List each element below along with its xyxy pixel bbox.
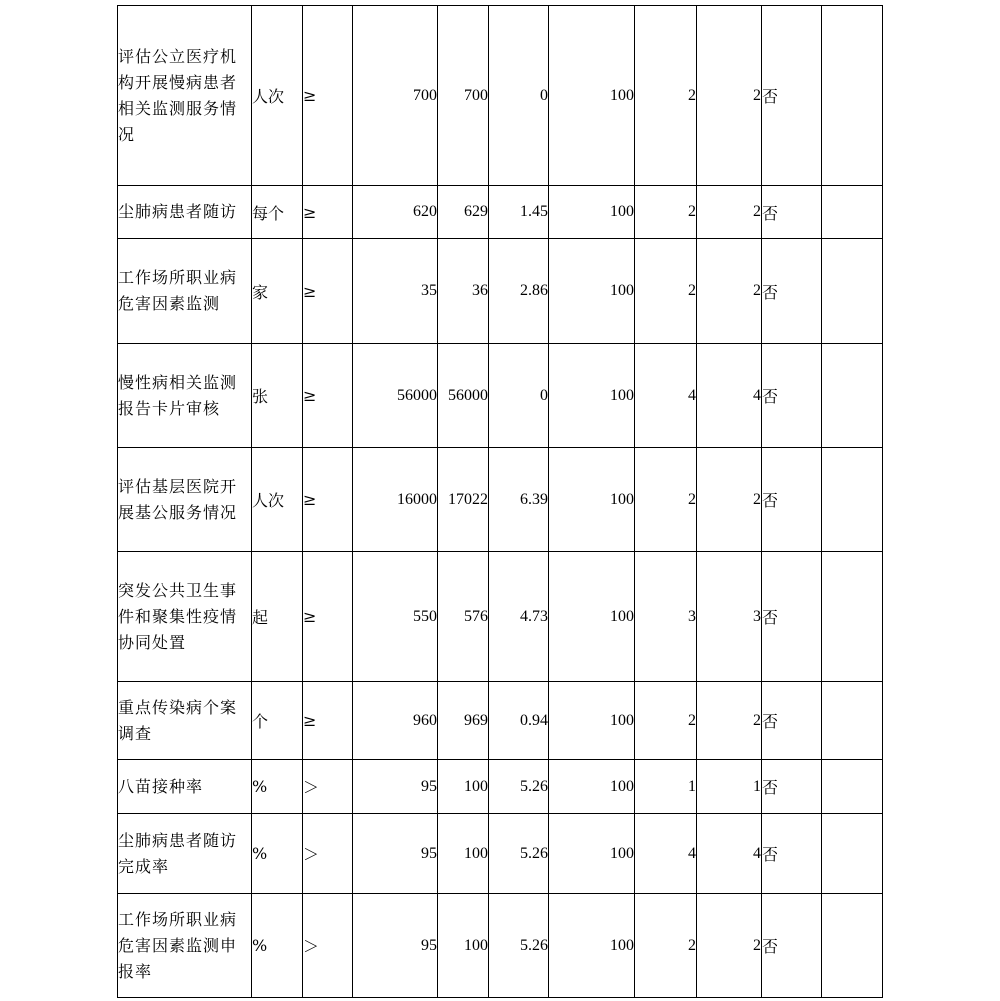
actual-value-cell: 100 [438, 814, 489, 894]
indicator-name-cell: 工作场所职业病危害因素监测 [118, 239, 252, 344]
full-score-cell: 4 [635, 344, 697, 448]
full-score-cell: 2 [635, 239, 697, 344]
score-cell: 1 [697, 760, 762, 814]
full-score-cell: 1 [635, 760, 697, 814]
comparison-operator-cell: ＞ [303, 814, 353, 894]
weight-cell: 100 [549, 448, 635, 552]
actual-value-cell: 700 [438, 6, 489, 186]
score-cell: 2 [697, 894, 762, 998]
actual-value-cell: 576 [438, 552, 489, 682]
table-row [118, 894, 883, 998]
note-cell [822, 894, 883, 998]
table-row [118, 552, 883, 682]
comparison-operator-cell: ≥ [303, 6, 353, 186]
table-row [118, 186, 883, 239]
weight-cell: 100 [549, 344, 635, 448]
score-cell: 3 [697, 552, 762, 682]
target-value-cell: 95 [353, 814, 438, 894]
deviation-rate-cell: 5.26 [489, 814, 549, 894]
unit-cell: 个 [252, 682, 303, 760]
unit-cell: 家 [252, 239, 303, 344]
actual-value-cell: 100 [438, 894, 489, 998]
weight-cell: 100 [549, 760, 635, 814]
deviation-rate-cell: 6.39 [489, 448, 549, 552]
comparison-operator-cell: ≥ [303, 344, 353, 448]
comparison-operator-cell: ≥ [303, 186, 353, 239]
note-cell [822, 682, 883, 760]
actual-value-cell: 56000 [438, 344, 489, 448]
table-row [118, 448, 883, 552]
adjusted-flag-cell: 否 [762, 448, 822, 552]
unit-cell: % [252, 894, 303, 998]
weight-cell: 100 [549, 239, 635, 344]
note-cell [822, 814, 883, 894]
target-value-cell: 95 [353, 894, 438, 998]
table-row [118, 239, 883, 344]
weight-cell: 100 [549, 186, 635, 239]
indicator-name-cell: 尘肺病患者随访完成率 [118, 814, 252, 894]
score-cell: 4 [697, 814, 762, 894]
target-value-cell: 56000 [353, 344, 438, 448]
weight-cell: 100 [549, 894, 635, 998]
table-body [118, 6, 883, 998]
weight-cell: 100 [549, 552, 635, 682]
table-row [118, 344, 883, 448]
table-row [118, 682, 883, 760]
target-value-cell: 95 [353, 760, 438, 814]
indicator-name-cell: 评估基层医院开展基公服务情况 [118, 448, 252, 552]
weight-cell: 100 [549, 682, 635, 760]
indicator-name-cell: 突发公共卫生事件和聚集性疫情协同处置 [118, 552, 252, 682]
deviation-rate-cell: 0 [489, 6, 549, 186]
unit-cell: % [252, 760, 303, 814]
adjusted-flag-cell: 否 [762, 239, 822, 344]
score-cell: 2 [697, 6, 762, 186]
full-score-cell: 2 [635, 682, 697, 760]
deviation-rate-cell: 0.94 [489, 682, 549, 760]
full-score-cell: 2 [635, 894, 697, 998]
target-value-cell: 960 [353, 682, 438, 760]
note-cell [822, 552, 883, 682]
weight-cell: 100 [549, 814, 635, 894]
unit-cell: 张 [252, 344, 303, 448]
adjusted-flag-cell: 否 [762, 814, 822, 894]
comparison-operator-cell: ≥ [303, 682, 353, 760]
score-cell: 2 [697, 682, 762, 760]
note-cell [822, 448, 883, 552]
note-cell [822, 186, 883, 239]
target-value-cell: 700 [353, 6, 438, 186]
adjusted-flag-cell: 否 [762, 760, 822, 814]
deviation-rate-cell: 1.45 [489, 186, 549, 239]
deviation-rate-cell: 0 [489, 344, 549, 448]
score-cell: 4 [697, 344, 762, 448]
comparison-operator-cell: ≥ [303, 552, 353, 682]
comparison-operator-cell: ＞ [303, 760, 353, 814]
unit-cell: 每个 [252, 186, 303, 239]
unit-cell: % [252, 814, 303, 894]
unit-cell: 起 [252, 552, 303, 682]
indicator-name-cell: 重点传染病个案调查 [118, 682, 252, 760]
weight-cell: 100 [549, 6, 635, 186]
actual-value-cell: 629 [438, 186, 489, 239]
target-value-cell: 550 [353, 552, 438, 682]
comparison-operator-cell: ≥ [303, 448, 353, 552]
note-cell [822, 760, 883, 814]
full-score-cell: 2 [635, 6, 697, 186]
table-row [118, 814, 883, 894]
target-value-cell: 35 [353, 239, 438, 344]
indicator-name-cell: 八苗接种率 [118, 760, 252, 814]
table-row [118, 760, 883, 814]
score-cell: 2 [697, 448, 762, 552]
full-score-cell: 4 [635, 814, 697, 894]
indicator-table [117, 5, 883, 998]
actual-value-cell: 17022 [438, 448, 489, 552]
actual-value-cell: 100 [438, 760, 489, 814]
actual-value-cell: 36 [438, 239, 489, 344]
comparison-operator-cell: ＞ [303, 894, 353, 998]
indicator-name-cell: 慢性病相关监测报告卡片审核 [118, 344, 252, 448]
full-score-cell: 2 [635, 448, 697, 552]
adjusted-flag-cell: 否 [762, 186, 822, 239]
deviation-rate-cell: 5.26 [489, 894, 549, 998]
score-cell: 2 [697, 186, 762, 239]
full-score-cell: 3 [635, 552, 697, 682]
indicator-name-cell: 尘肺病患者随访 [118, 186, 252, 239]
adjusted-flag-cell: 否 [762, 894, 822, 998]
adjusted-flag-cell: 否 [762, 6, 822, 186]
actual-value-cell: 969 [438, 682, 489, 760]
unit-cell: 人次 [252, 448, 303, 552]
adjusted-flag-cell: 否 [762, 682, 822, 760]
target-value-cell: 620 [353, 186, 438, 239]
deviation-rate-cell: 5.26 [489, 760, 549, 814]
table-row [118, 6, 883, 186]
deviation-rate-cell: 2.86 [489, 239, 549, 344]
note-cell [822, 344, 883, 448]
indicator-name-cell: 评估公立医疗机构开展慢病患者相关监测服务情况 [118, 6, 252, 186]
indicator-name-cell: 工作场所职业病危害因素监测申报率 [118, 894, 252, 998]
adjusted-flag-cell: 否 [762, 344, 822, 448]
note-cell [822, 239, 883, 344]
target-value-cell: 16000 [353, 448, 438, 552]
deviation-rate-cell: 4.73 [489, 552, 549, 682]
note-cell [822, 6, 883, 186]
comparison-operator-cell: ≥ [303, 239, 353, 344]
score-cell: 2 [697, 239, 762, 344]
full-score-cell: 2 [635, 186, 697, 239]
unit-cell: 人次 [252, 6, 303, 186]
adjusted-flag-cell: 否 [762, 552, 822, 682]
